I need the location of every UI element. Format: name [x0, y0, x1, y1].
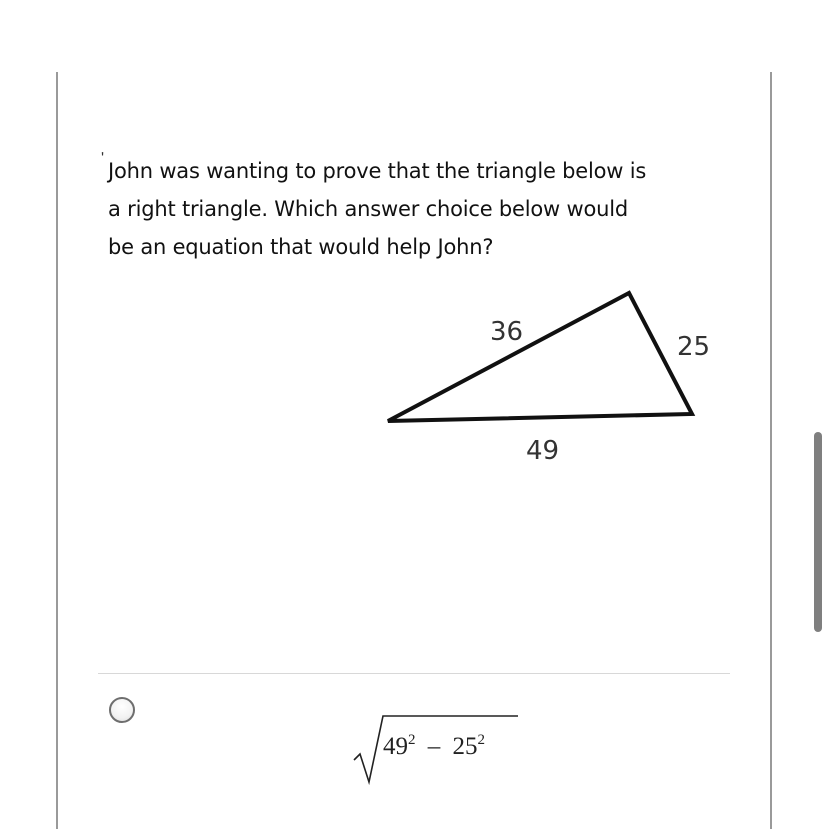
term-2-exponent: 2	[477, 732, 485, 748]
question-line-3: be an equation that would help John?	[108, 235, 494, 259]
question-text	[108, 152, 728, 266]
scrollbar-thumb[interactable]	[814, 432, 822, 632]
term-1-exponent: 2	[408, 732, 416, 748]
question-card	[56, 72, 772, 829]
term-1-base: 49	[383, 733, 408, 760]
side-label-bottom: 49	[526, 436, 560, 466]
question-line-1: John was wanting to prove that the triangle below is	[108, 159, 647, 183]
choice-expression-text	[383, 732, 485, 761]
choice-radio-button[interactable]	[109, 697, 135, 723]
minus-operator: –	[427, 733, 441, 760]
triangle-shape	[388, 293, 692, 421]
stray-mark: ʹ	[101, 150, 105, 167]
term-2-base: 25	[452, 733, 478, 760]
question-line-2: a right triangle. Which answer choice below would	[108, 197, 628, 221]
side-label-top: 36	[490, 317, 524, 347]
choice-expression[interactable]	[350, 708, 530, 788]
side-label-right: 25	[677, 332, 711, 362]
choice-divider	[98, 673, 730, 674]
